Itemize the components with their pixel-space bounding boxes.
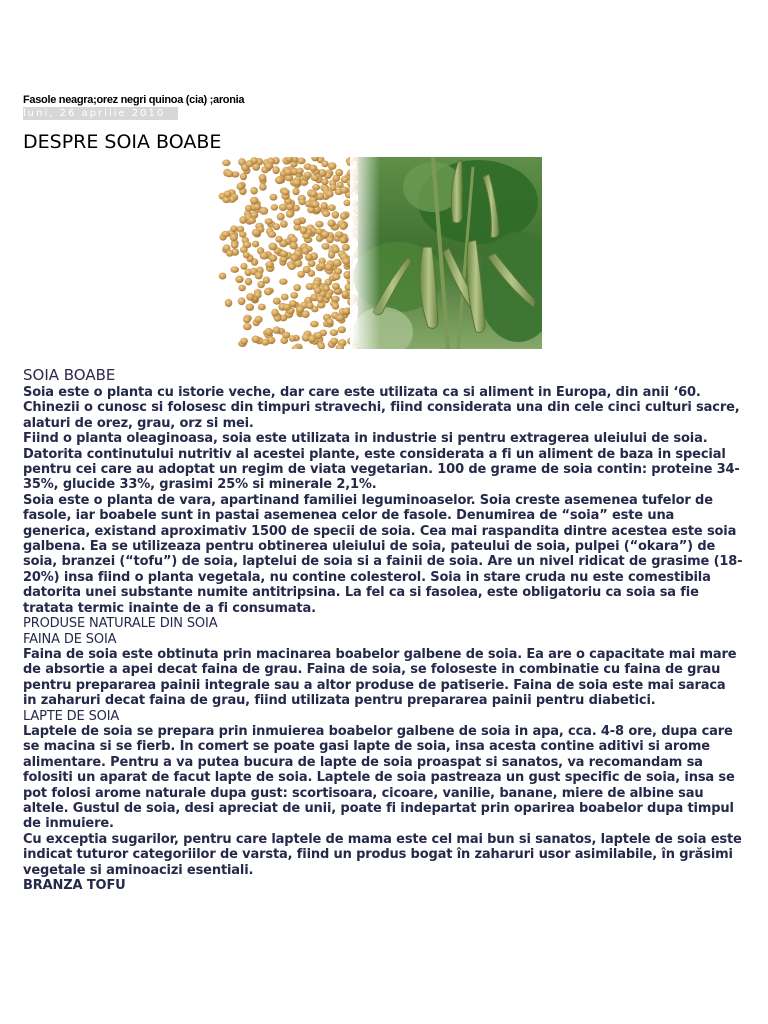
soybean-seed (332, 303, 339, 310)
soybean-seed (254, 292, 262, 299)
soybean-seed (265, 261, 274, 268)
soybean-seed (225, 170, 233, 177)
soybean-seed (286, 204, 294, 210)
soybean-seed (281, 189, 289, 196)
soybean-seed (250, 197, 259, 204)
soybean-seed (330, 338, 338, 345)
soybean-seed (261, 339, 269, 346)
paragraph: Cu exceptia sugarilor, pentru care laptele de mama este cel mai bun si sanatos, laptele de soia este indicat tuturor categoriilor de varsta, fiind un produs bogat în zaharuri usor asimilabile, în grăsimi vegetale si aminoacizi esentiali. (23, 831, 742, 878)
soybean-seed (325, 263, 334, 270)
soybean-seed (289, 335, 296, 341)
soybean-seed (314, 332, 322, 339)
soybean-seed (335, 169, 343, 177)
soybean-seed (308, 260, 316, 267)
soybean-seed (263, 277, 270, 284)
subheading-products: PRODUSE NATURALE DIN SOIA (23, 616, 218, 632)
soybean-seeds-pile (219, 157, 366, 349)
soybean-seed (293, 179, 301, 186)
soybean-seed (336, 315, 344, 322)
paragraph: Soia este o planta cu istorie veche, dar care este utilizata ca si aliment in Europa, din anii ‘60. Chinezii o cunosc si folosesc din timpuri stravechi, fiind considerata una din cele cinci culturi sacre, alaturi de orez, grau, orz si mei. (23, 385, 740, 431)
soybean-seed (342, 258, 350, 265)
soybean-seed (303, 266, 311, 274)
soybean-seed (298, 199, 305, 205)
soybean-seed (259, 183, 267, 190)
soybean-seed (332, 246, 340, 253)
soybean-seed (317, 193, 324, 201)
soybean-seed (254, 204, 261, 210)
soybean-seed (240, 173, 247, 180)
soybean-seed (343, 200, 350, 207)
soybean-seed (279, 204, 288, 211)
soybean-seed (340, 237, 347, 244)
soybean-seed (305, 254, 313, 261)
article-body (23, 385, 743, 893)
soybean-seed (333, 259, 342, 267)
soybean-seed (275, 176, 284, 184)
soybean-seed (231, 242, 238, 249)
soybean-seed (330, 329, 338, 336)
soybean-seed (317, 295, 324, 303)
soybean-seed (326, 318, 333, 325)
soybean-seed (225, 299, 233, 307)
soybean-seed (297, 158, 306, 165)
soybean-seed (265, 162, 273, 170)
soybean-seed (330, 184, 337, 191)
soybean-seed (247, 217, 256, 224)
soybean-seed (273, 326, 281, 333)
paragraph: Laptele de soia se prepara prin inmuierea boabelor galbene de soia in apa, cca. 4-8 ore, dupa care se macina si se fierb. In comert se poate gasi lapte de soia, insa acesta contine aditivi si arome alimentare. Pentru a va putea bucura de lapte de soia proaspat si sanatos, va recomandam sa folositi un aparat de facut lapte de soia. Laptele de soia pastreaza un gust specific de soia, insa se pot folosi arome naturale dupa gust: scortisoara, cicoare, vanilie, banane, miere de albine sau altele. Gustul de soia, desi apreciat de unii, poate fi indepartat prin oparirea boabelor dupa timpul de inmuiere. (23, 723, 735, 832)
soybean-image (218, 157, 542, 349)
soybean-seed (302, 247, 310, 254)
soybean-seed (332, 211, 340, 219)
soybean-seed (309, 190, 317, 197)
soybean-seed (310, 321, 319, 328)
soybean-seed (321, 202, 328, 210)
soybean-seed (281, 294, 289, 301)
soybean-seed (264, 288, 272, 296)
soybean-seed (277, 213, 285, 221)
soybean-seed (340, 212, 348, 220)
soybean-seed (306, 302, 314, 309)
soybean-seed (300, 226, 308, 234)
soybean-seed (312, 184, 320, 191)
soybean-seed (340, 187, 348, 194)
soybean-seed (315, 221, 323, 228)
soybean-seed (321, 243, 329, 250)
soybean-seed (252, 336, 260, 343)
soybean-seed (311, 175, 320, 181)
soybean-seed (271, 204, 278, 211)
soybean-seed (326, 190, 334, 197)
soybean-seed (252, 241, 259, 248)
soybean-seed (222, 160, 230, 167)
soybean-seed (290, 292, 298, 299)
soybean-seed (293, 284, 301, 291)
soybean-seed (272, 166, 279, 174)
soybean-seed (270, 194, 278, 201)
soybean-seed (342, 244, 350, 251)
soybean-seed (279, 278, 287, 284)
soybean-seed (286, 210, 294, 218)
soybean-seed (246, 293, 254, 301)
soybean-seed (239, 216, 246, 224)
soybean-seed (328, 162, 337, 170)
soybean-seed (265, 218, 273, 225)
blog-title[interactable]: Fasole neagra;orez negri quinoa (cia) ;aronia (23, 94, 245, 106)
soybean-seed (271, 309, 279, 317)
soybean-seed (240, 338, 248, 345)
soybean-seed (343, 271, 350, 279)
soybean-seed (328, 204, 336, 211)
soybean-seed (230, 234, 238, 242)
subheading-milk: LAPTE DE SOIA (23, 708, 120, 724)
soybean-seed (322, 210, 330, 217)
soybean-seed (269, 254, 278, 261)
soybean-seed (243, 323, 252, 330)
soybean-seed (255, 272, 263, 280)
soybean-seed (317, 302, 325, 309)
soybean-seed (290, 242, 298, 250)
section-heading: SOIA BOABE (23, 366, 116, 384)
soybean-seed (230, 266, 239, 273)
soybean-seed (243, 252, 250, 259)
post-image (218, 157, 542, 349)
subheading-tofu: BRANZA TOFU (23, 878, 126, 893)
soybean-seed (258, 304, 266, 311)
soybean-seed (283, 304, 291, 311)
soybean-seed (327, 219, 335, 227)
soybean-seed (243, 241, 252, 248)
soybean-seed (245, 205, 252, 212)
soybean-seed (273, 223, 280, 230)
subheading-flour: FAINA DE SOIA (23, 631, 117, 647)
soybean-seed (340, 222, 347, 230)
paragraph: Fiind o planta oleaginoasa, soia este utilizata in industrie si pentru extragerea uleiului de soia. Datorita continutului nutritiv al acestei plante, este considerata a fi un aliment de baza in special pentru cei care au adoptat un regim de viata vegetarian. 100 de grame de soia contin: proteine 34-35%, glucide 33%, grasimi 25% si minerale 2,1%. (23, 431, 740, 493)
soybean-seed (269, 243, 278, 251)
soybean-plant (353, 157, 542, 349)
soybean-seed (237, 183, 245, 190)
soybean-seed (239, 231, 246, 237)
soybean-seed (280, 220, 288, 227)
soybean-seed (331, 296, 340, 303)
soybean-seed (273, 298, 281, 305)
soybean-seed (222, 197, 230, 204)
soybean-seed (296, 168, 304, 175)
soybean-seed (332, 274, 341, 280)
soybean-seed (293, 219, 302, 226)
soybean-seed (321, 161, 328, 168)
soybean-seed (279, 251, 288, 258)
soybean-seed (288, 263, 296, 270)
soybean-seed (309, 165, 317, 172)
soybean-seed (259, 174, 267, 182)
soybean-seed (304, 172, 312, 179)
soybean-seed (275, 236, 282, 243)
soybean-seed (311, 201, 319, 208)
soybean-seed (326, 236, 334, 243)
soybean-seed (235, 276, 243, 284)
soybean-seed (238, 285, 246, 292)
soybean-seed (219, 273, 227, 280)
soybean-seed (238, 297, 246, 305)
post-title[interactable]: DESPRE SOIA BOABE (23, 131, 222, 153)
soybean-seed (341, 290, 349, 298)
soybean-seed (268, 231, 277, 238)
soybean-seed (296, 306, 304, 313)
soybean-seed (243, 317, 251, 324)
soybean-seed (338, 326, 346, 333)
soybean-seed (250, 187, 258, 195)
soybean-seed (221, 231, 230, 237)
soybean-seed (260, 252, 269, 259)
soybean-seed (290, 254, 299, 261)
soybean-seed (230, 225, 237, 232)
soybean-seed (259, 207, 268, 215)
paragraph: Soia este o planta de vara, apartinand familiei leguminoaselor. Soia creste asemenea tufelor de fasole, iar boabele sunt in pastai asemenea celor de fasole. Denumirea de “soia” este una generica, existand aproximativ 1500 de specii de soia. Cea mai raspandita dintre acestea este soia galbena. Ea se utilizeaza pentru obtinerea uleiului de soia, pateului de soia, pulpei (“okara”) de soia, branzei (“tofu”) de soia, laptelui de soia si a fainii de soia. Are un nivel ridicat de grasime (18-20%) insa fiind o planta vegetala, nu contine colesterol. Soia in stare cruda nu este comestibila datorita unei substante numite antitripsina. La fel ca si fasolea, este obligatoriu ca soia sa fie tratata termic inainte de a fi consumata. (23, 492, 743, 616)
soybean-seed (240, 263, 247, 270)
soybean-seed (246, 304, 255, 311)
soybean-seed (321, 178, 328, 185)
soybean-seed (335, 231, 343, 237)
soybean-seed (224, 190, 232, 197)
soybean-seed (255, 316, 263, 323)
soybean-seed (245, 160, 253, 167)
soybean-seed (292, 188, 299, 196)
soybean-seed (342, 308, 350, 315)
soybean-seed (226, 250, 233, 257)
soybean-seed (265, 328, 273, 336)
soybean-seed (314, 287, 322, 294)
paragraph: Faina de soia este obtinuta prin macinarea boabelor galbene de soia. Ea are o capacitate mai mare de absortie a apei decat faina de grau. Faina de soia, se foloseste in combinatie cu faina de grau pentru prepararea painii integrale sau a altor produse de patiserie. Faina de soia este mai saraca in zaharuri decat faina de grau, fiind utilizata pentru prepararea painii pentru diabetici. (23, 646, 737, 709)
soybean-seed (252, 229, 261, 237)
soybean-seed (332, 283, 340, 290)
soybean-seed (334, 268, 342, 275)
post-date: luni, 26 aprilie 2010 (23, 107, 178, 120)
soybean-seed (245, 278, 252, 286)
